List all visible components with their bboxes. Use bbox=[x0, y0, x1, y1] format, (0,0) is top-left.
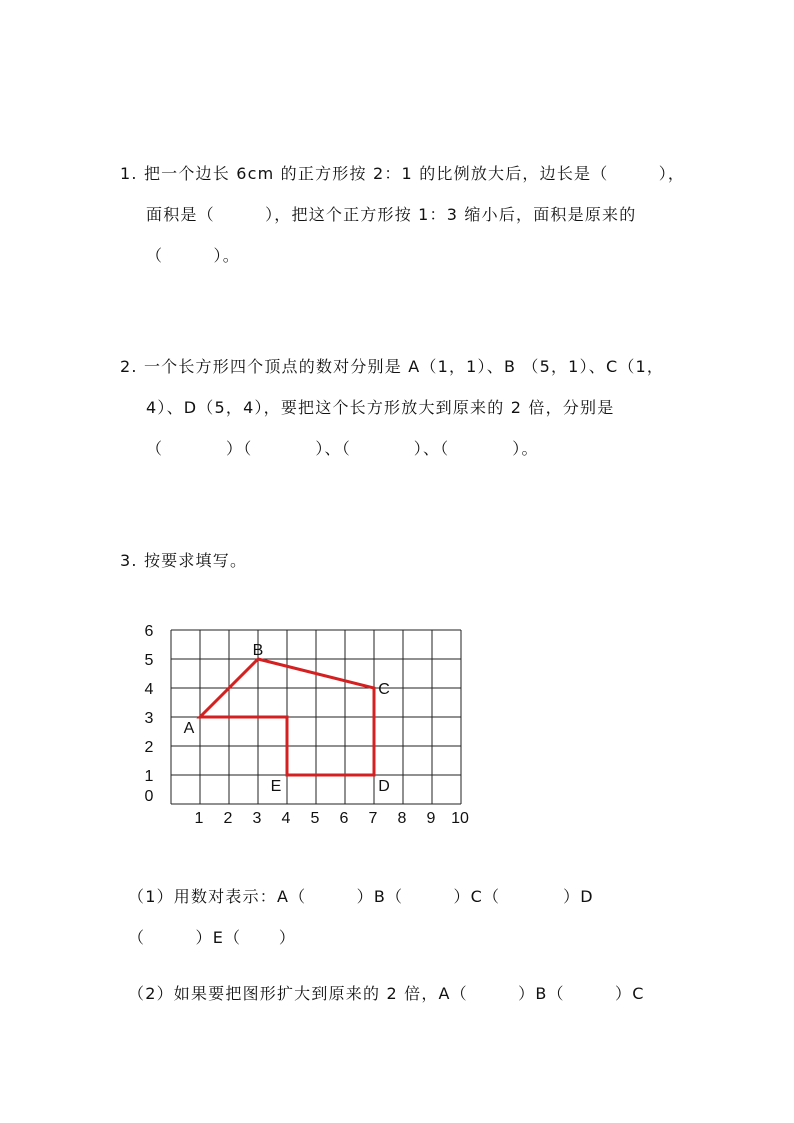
point-label-b: B bbox=[252, 642, 264, 659]
x-tick-label: 9 bbox=[426, 810, 436, 827]
y-tick-label: 0 bbox=[144, 788, 154, 805]
q3-sub1-line2: （ ）E（ ） bbox=[128, 928, 297, 947]
q3-sub1-line1: （1）用数对表示：A（ ）B（ ）C（ ）D bbox=[128, 887, 594, 906]
q1-line1: 1. 把一个边长 6cm 的正方形按 2：1 的比例放大后，边长是（ ）， bbox=[120, 164, 686, 183]
y-tick-label: 4 bbox=[144, 681, 154, 698]
q3-title: 3. 按要求填写。 bbox=[120, 551, 248, 570]
x-tick-label: 4 bbox=[281, 810, 291, 827]
q1-line3: （ ）。 bbox=[146, 246, 240, 265]
q1-line2: 面积是（ ），把这个正方形按 1：3 缩小后，面积是原来的 bbox=[146, 205, 637, 224]
x-tick-label: 5 bbox=[310, 810, 320, 827]
point-label-c: C bbox=[378, 681, 390, 698]
coordinate-grid bbox=[140, 615, 490, 840]
x-tick-label: 6 bbox=[339, 810, 349, 827]
point-label-a: A bbox=[183, 720, 195, 737]
x-tick-label: 2 bbox=[223, 810, 233, 827]
q2-line1: 2. 一个长方形四个顶点的数对分别是 A（1，1）、B （5，1）、C（1， bbox=[120, 357, 665, 376]
coordinate-grid-figure bbox=[140, 615, 490, 840]
x-tick-label: 10 bbox=[451, 810, 469, 827]
y-tick-label: 6 bbox=[144, 623, 154, 640]
y-tick-label: 3 bbox=[144, 710, 154, 727]
q2-line3: （ ）（ ）、（ ）、（ ）。 bbox=[146, 439, 539, 458]
q3-sub2-line1: （2）如果要把图形扩大到原来的 2 倍，A（ ）B（ ）C bbox=[128, 984, 645, 1003]
y-tick-label: 2 bbox=[144, 739, 154, 756]
y-tick-label: 1 bbox=[144, 768, 154, 785]
y-tick-label: 5 bbox=[144, 652, 154, 669]
x-tick-label: 7 bbox=[368, 810, 378, 827]
point-label-d: D bbox=[378, 778, 390, 795]
x-tick-label: 8 bbox=[397, 810, 407, 827]
x-tick-label: 1 bbox=[194, 810, 204, 827]
point-label-e: E bbox=[270, 778, 282, 795]
q2-line2: 4）、D（5，4），要把这个长方形放大到原来的 2 倍，分别是 bbox=[146, 398, 615, 417]
x-tick-label: 3 bbox=[252, 810, 262, 827]
